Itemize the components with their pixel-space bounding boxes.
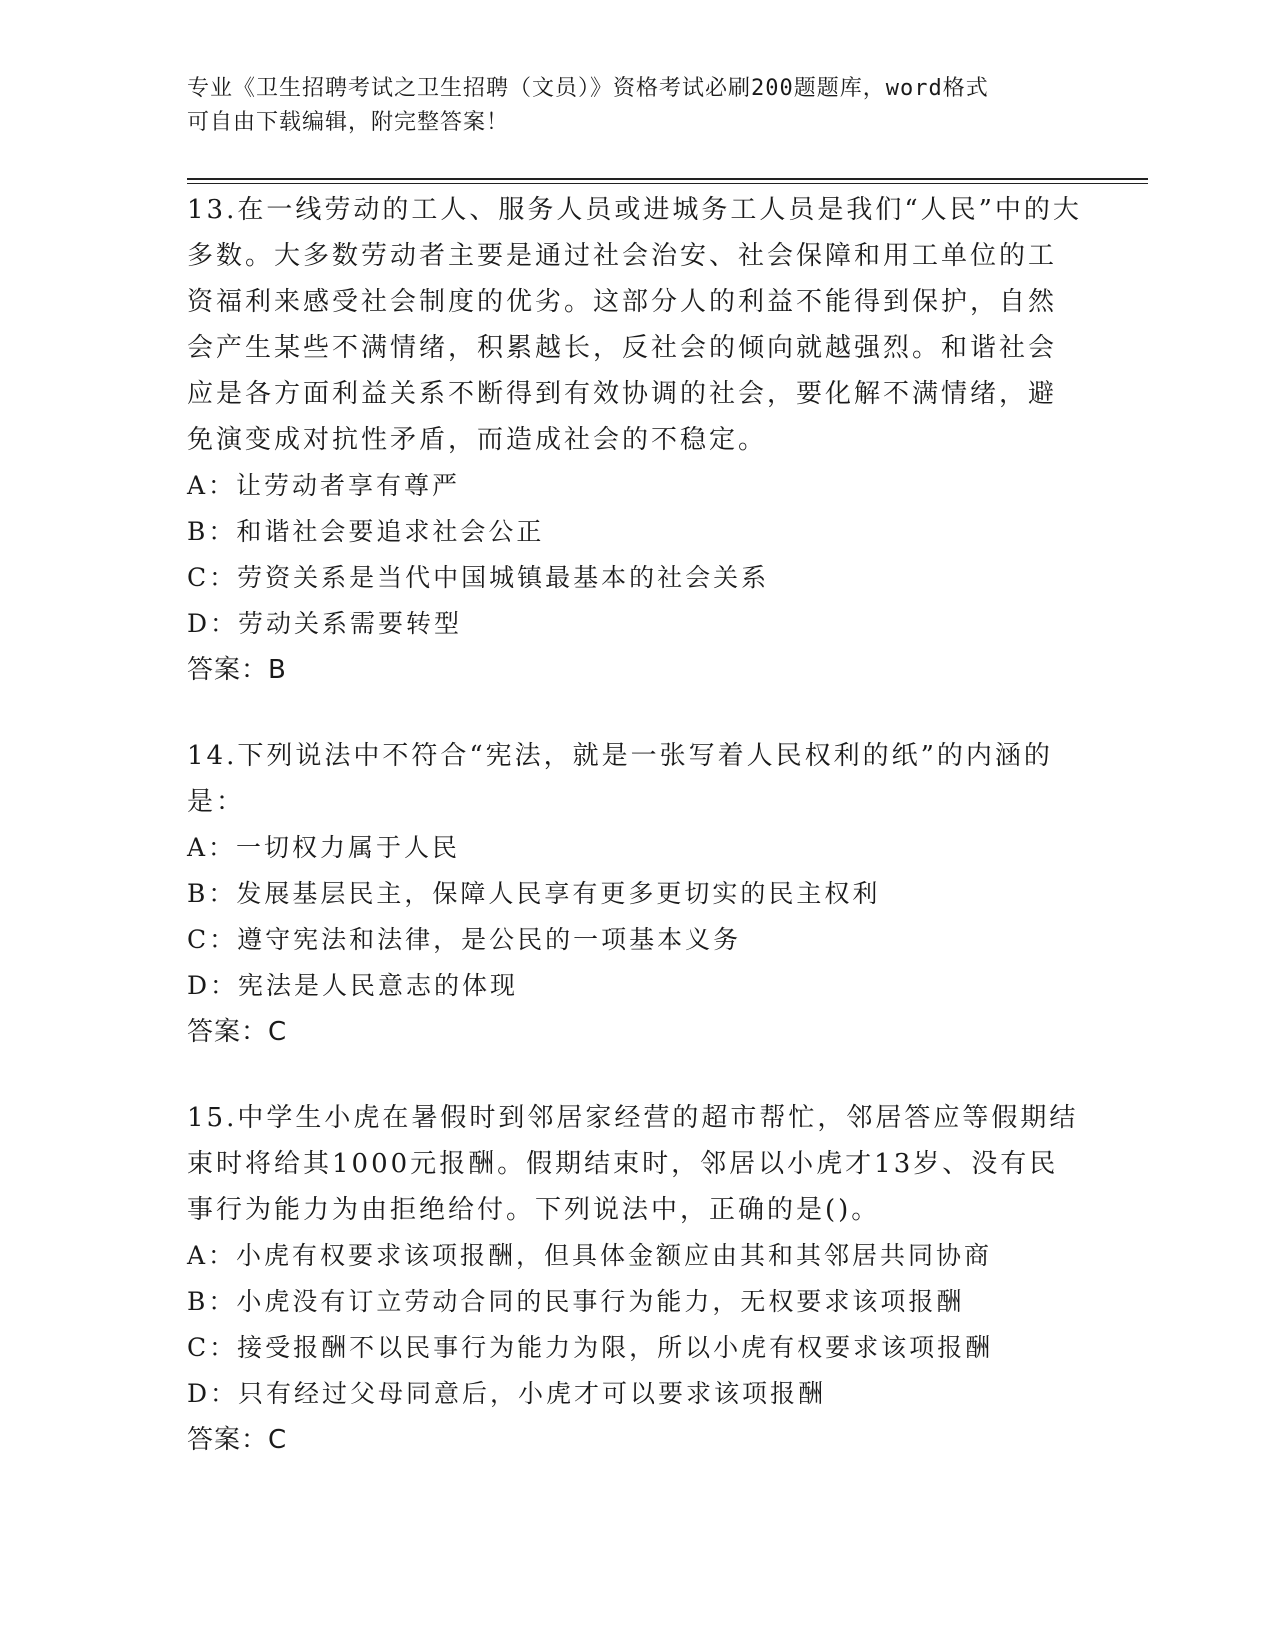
- header-divider-thin: [187, 183, 1148, 184]
- option-a: A：让劳动者享有尊严: [187, 471, 461, 500]
- header-line-2: 可自由下载编辑，附完整答案！: [187, 110, 510, 135]
- question-15: [187, 1095, 1082, 1463]
- option-d: D：劳动关系需要转型: [187, 609, 463, 638]
- document-header: [187, 72, 1087, 140]
- header-divider-thick: [187, 178, 1148, 180]
- option-d: D：宪法是人民意志的体现: [187, 971, 519, 1000]
- option-b: B：小虎没有订立劳动合同的民事行为能力，无权要求该项报酬: [187, 1287, 965, 1316]
- option-b: B：和谐社会要追求社会公正: [187, 517, 545, 546]
- option-c: C：遵守宪法和法律，是公民的一项基本义务: [187, 925, 742, 954]
- question-stem: 15.中学生小虎在暑假时到邻居家经营的超市帮忙，邻居答应等假期结束时将给其1000元报酬。假期结束时，邻居以小虎才13岁、没有民事行为能力为由拒绝给付。下列说法中，正确的是()。: [187, 1103, 1079, 1225]
- answer: 答案：B: [187, 655, 287, 685]
- option-d: D：只有经过父母同意后，小虎才可以要求该项报酬: [187, 1379, 827, 1408]
- option-c: C：接受报酬不以民事行为能力为限，所以小虎有权要求该项报酬: [187, 1333, 994, 1362]
- answer: 答案：C: [187, 1017, 288, 1047]
- option-a: A：一切权力属于人民: [187, 833, 461, 862]
- header-line-1: 专业《卫生招聘考试之卫生招聘（文员）》资格考试必刷200题题库，word格式: [187, 76, 989, 101]
- answer: 答案：C: [187, 1425, 288, 1455]
- option-c: C：劳资关系是当代中国城镇最基本的社会关系: [187, 563, 770, 592]
- option-a: A：小虎有权要求该项报酬，但具体金额应由其和其邻居共同协商: [187, 1241, 993, 1270]
- option-b: B：发展基层民主，保障人民享有更多更切实的民主权利: [187, 879, 881, 908]
- question-stem: 13.在一线劳动的工人、服务人员或进城务工人员是我们“人民”中的大多数。大多数劳动者主要是通过社会治安、社会保障和用工单位的工资福利来感受社会制度的优劣。这部分人的利益不能得到保护，自然会产生某些不满情绪，积累越长，反社会的倾向就越强烈。和谐社会应是各方面利益关系不断得到有效协调的社会，要化解不满情绪，避免演变成对抗性矛盾，而造成社会的不稳定。: [187, 195, 1082, 455]
- question-stem: 14.下列说法中不符合“宪法，就是一张写着人民权利的纸”的内涵的是：: [187, 741, 1053, 817]
- question-13: [187, 187, 1082, 693]
- question-14: [187, 733, 1082, 1055]
